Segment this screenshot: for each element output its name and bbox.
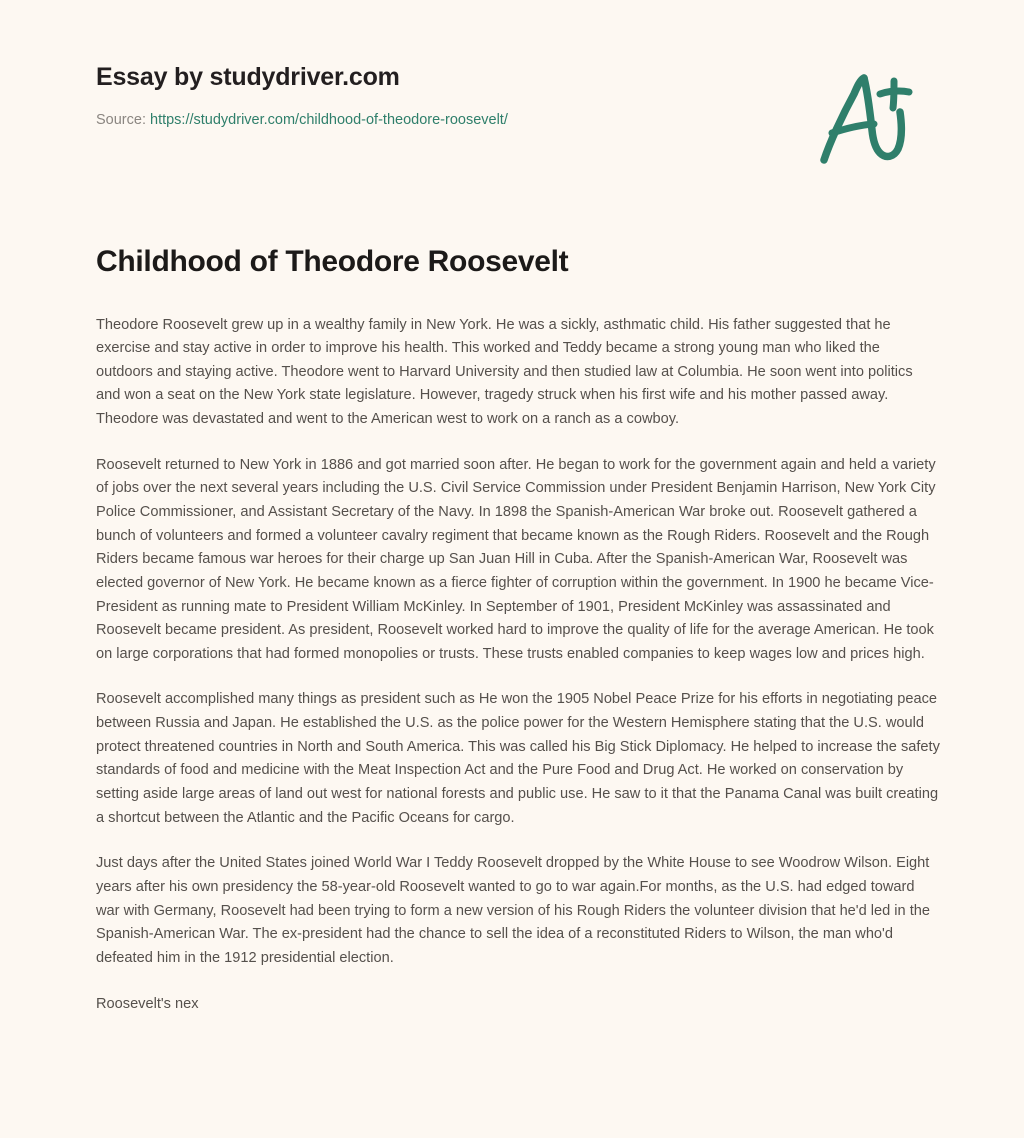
header-text-block [96, 62, 796, 130]
source-url-link[interactable]: https://studydriver.com/childhood-of-theodore-roosevelt/ [150, 112, 508, 128]
page-title: Childhood of Theodore Roosevelt [96, 245, 569, 278]
paragraph: Just days after the United States joined World War I Teddy Roosevelt dropped by the White House to see Woodrow Wilson. Eight years after his own presidency the 58-year-old Roosevelt wanted to go to war again.For months, as the U.S. had edged toward war with Germany, Roosevelt had been trying to form a new version of his Rough Riders the volunteer division that he'd led in the Spanish-American War. The ex-president had the chance to sell the idea of a reconstituted Riders to Wilson, the man who'd defeated him in the 1912 presidential election. [96, 855, 930, 966]
article-body [96, 243, 940, 1016]
source-label: Source: [96, 112, 150, 128]
a-plus-logo-icon [812, 68, 916, 168]
article-paragraphs [96, 314, 940, 1017]
a-plus-logo-svg [812, 68, 916, 168]
page-header [0, 0, 1024, 200]
paragraph: Roosevelt accomplished many things as president such as He won the 1905 Nobel Peace Prize for his efforts in negotiating peace between Russia and Japan. He established the U.S. as the police power for the Western Hemisphere stating that the U.S. would protect threatened countries in North and South America. This was called his Big Stick Diplomacy. He helped to increase the safety standards of food and medicine with the Meat Inspection Act and the Pure Food and Drug Act. He worked on conservation by setting aside large areas of land out west for national forests and public use. He saw to it that the Panama Canal was built creating a shortcut between the Atlantic and the Pacific Oceans for cargo. [96, 691, 940, 826]
source-line [96, 111, 796, 130]
paragraph: Roosevelt returned to New York in 1886 and got married soon after. He began to work for the government again and held a variety of jobs over the next several years including the U.S. Civil Service Commission under President Benjamin Harrison, New York City Police Commissioner, and Assistant Secretary of the Navy. In 1898 the Spanish-American War broke out. Roosevelt gathered a bunch of volunteers and formed a volunteer cavalry regiment that became known as the Rough Riders. Roosevelt and the Rough Riders became famous war heroes for their charge up San Juan Hill in Cuba. After the Spanish-American War, Roosevelt was elected governor of New York. He became known as a fierce fighter of corruption within the government. In 1900 he became Vice-President as running mate to President William McKinley. In September of 1901, President McKinley was assassinated and Roosevelt became president. As president, Roosevelt worked hard to improve the quality of life for the average American. He took on large corporations that had formed monopolies or trusts. These trusts enabled companies to keep wages low and prices high. [96, 456, 936, 662]
paragraph-truncated: Roosevelt's nex [96, 995, 199, 1012]
essay-byline: Essay by studydriver.com [96, 63, 400, 91]
paragraph: Theodore Roosevelt grew up in a wealthy family in New York. He was a sickly, asthmatic child. His father suggested that he exercise and stay active in order to improve his health. This worked and Teddy became a strong young man who liked the outdoors and staying active. Theodore went to Harvard University and then studied law at Columbia. He soon went into politics and won a seat on the New York state legislature. However, tragedy struck when his first wife and his mother passed away. Theodore was devastated and went to the American west to work on a ranch as a cowboy. [96, 316, 913, 428]
